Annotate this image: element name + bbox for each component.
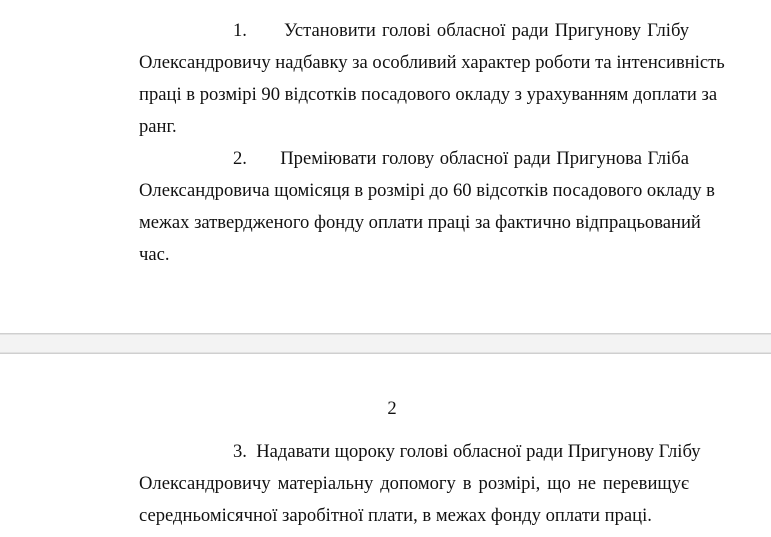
paragraph-line: ранг. <box>139 116 177 137</box>
list-number: 2. <box>233 148 247 169</box>
paragraph-1 <box>92 15 725 143</box>
paragraph-3 <box>92 436 701 532</box>
paragraph-line: праці в розмірі 90 відсотків посадового окладу з урахуванням доплати за <box>139 84 718 105</box>
paragraph-line: середньомісячної заробітної плати, в межах фонду оплати праці. <box>139 505 652 526</box>
page-break-separator <box>0 333 771 354</box>
paragraph-line: 1. Установити голові обласної ради Пригунову Глібу <box>92 15 689 47</box>
paragraph-line: межах затвердженого фонду оплати праці за фактично відпрацьований <box>139 212 701 233</box>
paragraph-line: 3. Надавати щороку голові обласної ради Пригунову Глібу <box>92 436 689 468</box>
paragraph-line: час. <box>139 244 170 265</box>
paragraph-line: Олександровичу матеріальну допомогу в розмірі, що не перевищує <box>139 473 689 494</box>
paragraph-line: 2. Преміювати голову обласної ради Пригунова Гліба <box>92 143 689 175</box>
list-number: 3. <box>233 441 247 462</box>
page-number: 2 <box>387 398 397 419</box>
paragraph-line: Олександровичу надбавку за особливий характер роботи та інтенсивність <box>139 52 725 73</box>
paragraph-2 <box>92 143 715 271</box>
document-page-2 <box>0 354 771 537</box>
list-number: 1. <box>233 20 247 41</box>
paragraph-line: Олександровича щомісяця в розмірі до 60 відсотків посадового окладу в <box>139 180 715 201</box>
